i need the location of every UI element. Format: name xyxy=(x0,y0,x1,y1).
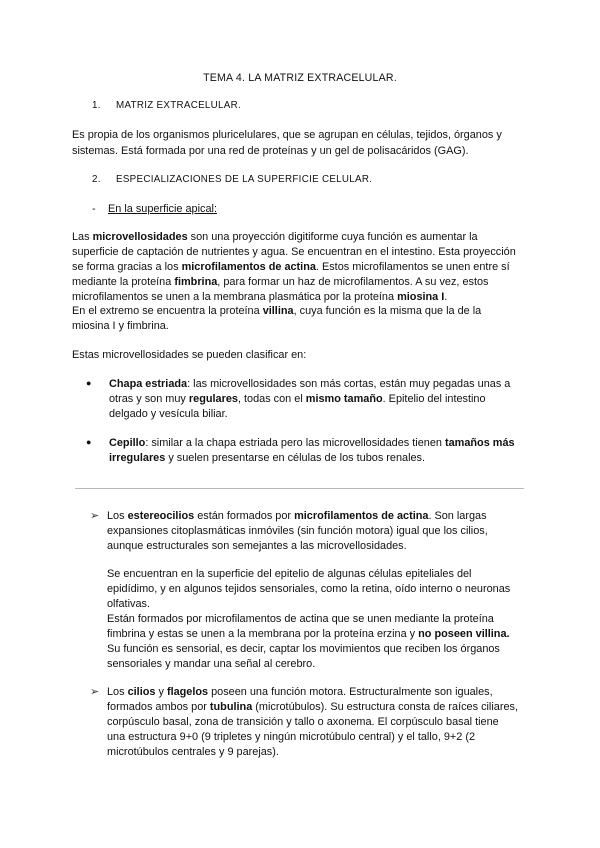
microvilli-line: superficie de captación de nutrientes y agua. Se encuentran en el intestino. Esta proyección xyxy=(72,246,516,258)
arrow-bullet-icon: ➢ xyxy=(90,510,100,522)
classify-line: Estas microvellosidades se pueden clasificar en: xyxy=(72,349,307,361)
stereocilia-p2-line: Están formados por microfilamentos de actina que se unen mediante la proteína xyxy=(107,613,494,625)
section-label: ESPECIALIZACIONES DE LA SUPERFICIE CELULAR. xyxy=(116,174,373,185)
dash-marker: - xyxy=(92,203,96,215)
cilia-line: corpúsculo basal, zona de transición y tallo o axonema. El corpúsculo basal tiene xyxy=(107,716,499,728)
stereocilia-p2-line: epidídimo, y en algunos tejidos sensoriales, como la retina, oído interno o neuronas xyxy=(107,583,511,595)
subheading-label: En la superficie apical: xyxy=(108,203,217,215)
section-heading-1 xyxy=(92,100,241,111)
stereocilia-p2-line: Su función es sensorial, es decir, captar los movimientos que reciben los órganos xyxy=(107,643,500,655)
cilia-line: Los cilios y flagelos poseen una función motora. Estructuralmente son iguales, xyxy=(107,686,493,698)
bullet2-line: Cepillo: similar a la chapa estriada pero las microvellosidades tienen tamaños más xyxy=(109,437,515,449)
microvilli-line: miosina I y fimbrina. xyxy=(72,320,169,332)
section-heading-2 xyxy=(92,174,372,185)
horizontal-divider xyxy=(75,488,524,489)
microvilli-line: se forma gracias a los microfilamentos de actina. Estos microfilamentos se unen entre sí xyxy=(72,261,510,273)
bullet-dot: ● xyxy=(86,378,92,388)
stereocilia-p2-line: sensoriales y mandar una señal al cerebro. xyxy=(107,658,316,670)
stereocilia-line: Los estereocilios están formados por microfilamentos de actina. Son largas xyxy=(107,510,487,522)
stereocilia-p2-line: fimbrina y estas se unen a la membrana por la proteína erzina y no poseen villina. xyxy=(107,628,510,640)
stereocilia-line: aunque estructurales son semejantes a las microvellosidades. xyxy=(107,540,407,552)
arrow-bullet-icon: ➢ xyxy=(90,686,100,698)
microvilli-line: En el extremo se encuentra la proteína villina, cuya función es la misma que la de la xyxy=(72,305,482,317)
stereocilia-p2-line: Se encuentran en la superficie del epitelio de algunas células epiteliales del xyxy=(107,568,472,580)
section-number: 1. xyxy=(92,100,101,111)
section-number: 2. xyxy=(92,174,101,185)
bullet-dot: ● xyxy=(86,437,92,447)
bullet1-line: delgado y vesícula biliar. xyxy=(109,408,228,420)
microvilli-line: Las microvellosidades son una proyección digitiforme cuya función es aumentar la xyxy=(72,231,478,243)
intro-line-2: sistemas. Está formada por una red de proteínas y un gel de polisacáridos (GAG). xyxy=(72,145,469,157)
section-label: MATRIZ EXTRACELULAR. xyxy=(116,100,242,111)
cilia-line: microtúbulos centrales y 9 parejas). xyxy=(107,746,279,758)
intro-line-1: Es propia de los organismos pluricelulares, que se agrupan en células, tejidos, órganos y xyxy=(72,129,502,141)
cilia-line: una estructura 9+0 (9 tripletes y ningún microtúbulo central) y el tallo, 9+2 (2 xyxy=(107,731,476,743)
bullet1-line: otras y son muy regulares, todas con el mismo tamaño. Epitelio del intestino xyxy=(109,393,486,405)
microvilli-line: microfilamentos se unen a la membrana plasmática por la proteína miosina I. xyxy=(72,291,448,303)
stereocilia-p2-line: olfativas. xyxy=(107,598,150,610)
bullet1-line: Chapa estriada: las microvellosidades son más cortas, están muy pegadas unas a xyxy=(109,378,511,390)
stereocilia-line: expansiones citoplasmáticas inmóviles (sin función motora) igual que los cilios, xyxy=(107,525,488,537)
microvilli-line: mediante la proteína fimbrina, para formar un haz de microfilamentos. A su vez, estos xyxy=(72,276,489,288)
document-title: TEMA 4. LA MATRIZ EXTRACELULAR. xyxy=(203,72,397,84)
bullet2-line: irregulares y suelen presentarse en células de los tubos renales. xyxy=(109,452,426,464)
cilia-line: formados ambos por tubulina (microtúbulos). Su estructura consta de raíces ciliares, xyxy=(107,701,518,713)
